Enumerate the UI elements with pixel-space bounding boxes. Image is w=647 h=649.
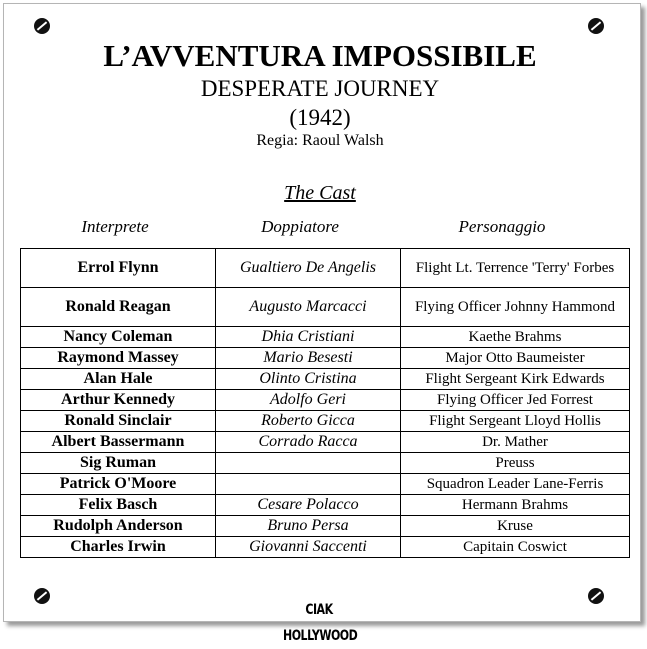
dubber-cell: Giovanni Saccenti xyxy=(216,537,401,558)
table-row xyxy=(21,474,630,495)
character-cell: Capitain Coswict xyxy=(401,537,630,558)
screw-icon xyxy=(588,588,604,604)
actor-cell: Ronald Sinclair xyxy=(21,411,216,432)
italian-title: L’AVVENTURA IMPOSSIBILE xyxy=(103,38,537,73)
character-cell: Preuss xyxy=(401,453,630,474)
table-row xyxy=(21,411,630,432)
table-row xyxy=(21,390,630,411)
table-row xyxy=(21,327,630,348)
dubber-cell xyxy=(216,474,401,495)
dubber-cell: Bruno Persa xyxy=(216,516,401,537)
section-title: The Cast xyxy=(284,182,356,204)
ciak-hollywood-logo: CIAK HOLLYWOOD xyxy=(283,600,358,644)
character-cell: Flying Officer Jed Forrest xyxy=(401,390,630,411)
release-year: (1942) xyxy=(289,105,351,130)
table-row xyxy=(21,453,630,474)
column-header-character: Personaggio xyxy=(458,217,546,236)
dubber-cell: Gualtiero De Angelis xyxy=(216,249,401,288)
character-cell: Flying Officer Johnny Hammond xyxy=(401,288,630,327)
actor-cell: Raymond Massey xyxy=(21,348,216,369)
column-header-dubber: Doppiatore xyxy=(261,217,339,236)
dubber-cell: Roberto Gicca xyxy=(216,411,401,432)
table-row xyxy=(21,537,630,558)
dubber-cell: Corrado Racca xyxy=(216,432,401,453)
actor-cell: Albert Bassermann xyxy=(21,432,216,453)
screw-icon xyxy=(34,588,50,604)
actor-cell: Patrick O'Moore xyxy=(21,474,216,495)
actor-cell: Nancy Coleman xyxy=(21,327,216,348)
screw-icon xyxy=(588,18,604,34)
actor-cell: Charles Irwin xyxy=(21,537,216,558)
actor-cell: Rudolph Anderson xyxy=(21,516,216,537)
dubber-cell: Adolfo Geri xyxy=(216,390,401,411)
dubber-cell xyxy=(216,453,401,474)
english-title: DESPERATE JOURNEY xyxy=(200,76,440,101)
character-cell: Flight Sergeant Lloyd Hollis xyxy=(401,411,630,432)
actor-cell: Alan Hale xyxy=(21,369,216,390)
table-row xyxy=(21,348,630,369)
actor-cell: Errol Flynn xyxy=(21,249,216,288)
table-row xyxy=(21,432,630,453)
dubber-cell: Augusto Marcacci xyxy=(216,288,401,327)
table-row xyxy=(21,516,630,537)
director-credit: Regia: Raoul Walsh xyxy=(256,132,384,149)
actor-cell: Arthur Kennedy xyxy=(21,390,216,411)
actor-cell: Sig Ruman xyxy=(21,453,216,474)
screw-icon xyxy=(34,18,50,34)
actor-cell: Ronald Reagan xyxy=(21,288,216,327)
table-row xyxy=(21,249,630,288)
dubber-cell: Mario Besesti xyxy=(216,348,401,369)
character-cell: Flight Lt. Terrence 'Terry' Forbes xyxy=(401,249,630,288)
dubber-cell: Olinto Cristina xyxy=(216,369,401,390)
column-header-actor: Interprete xyxy=(81,217,149,236)
character-cell: Dr. Mather xyxy=(401,432,630,453)
dubber-cell: Dhia Cristiani xyxy=(216,327,401,348)
dubber-cell: Cesare Polacco xyxy=(216,495,401,516)
table-row xyxy=(21,369,630,390)
table-row xyxy=(21,288,630,327)
character-cell: Hermann Brahms xyxy=(401,495,630,516)
cast-table xyxy=(20,248,630,558)
character-cell: Kruse xyxy=(401,516,630,537)
character-cell: Major Otto Baumeister xyxy=(401,348,630,369)
character-cell: Kaethe Brahms xyxy=(401,327,630,348)
table-row xyxy=(21,495,630,516)
actor-cell: Felix Basch xyxy=(21,495,216,516)
character-cell: Flight Sergeant Kirk Edwards xyxy=(401,369,630,390)
character-cell: Squadron Leader Lane-Ferris xyxy=(401,474,630,495)
